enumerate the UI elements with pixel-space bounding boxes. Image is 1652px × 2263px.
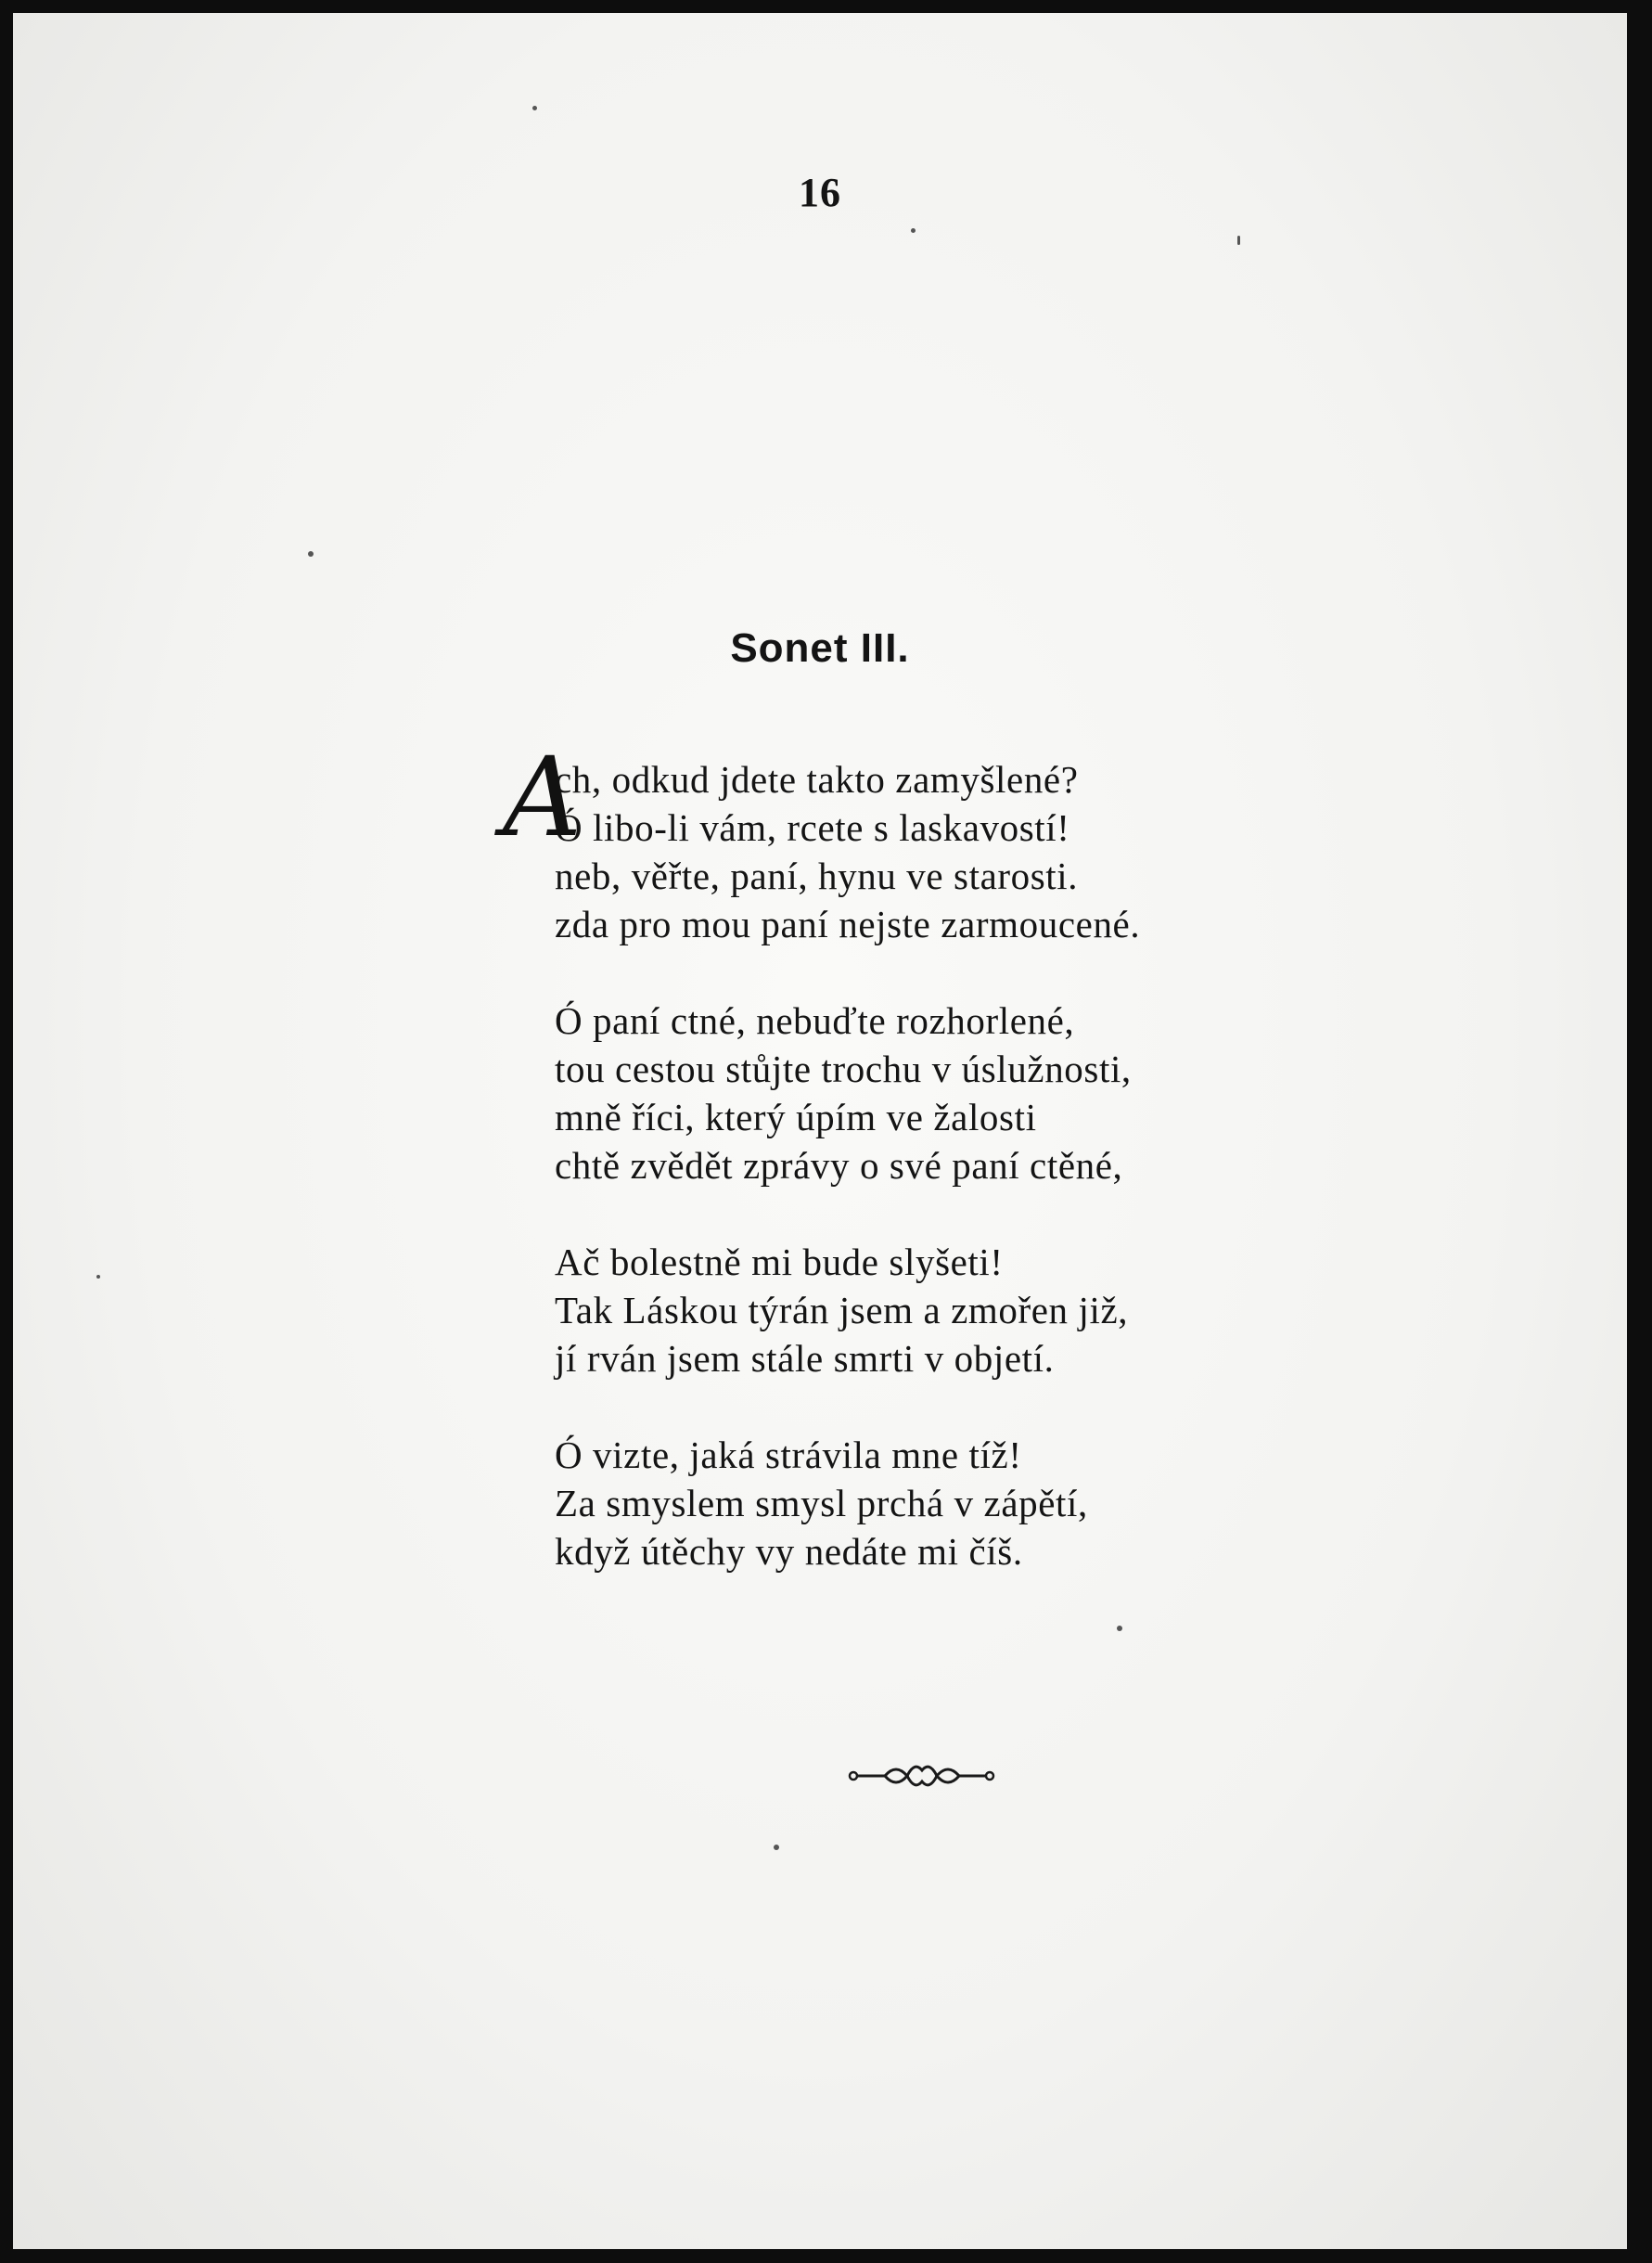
poem-line: Ó vizte, jaká strávila mne tíž!	[555, 1434, 1022, 1476]
stanza	[555, 1431, 1482, 1575]
dust-speck	[308, 551, 314, 557]
dust-speck	[1117, 1626, 1122, 1631]
stanza	[555, 755, 1482, 948]
page-number: 16	[799, 170, 841, 215]
dust-speck	[911, 228, 916, 233]
stanza	[555, 996, 1482, 1189]
poem-line: mně říci, který úpím ve žalosti	[555, 1096, 1037, 1138]
poem-line: zda pro mou paní nejste zarmoucené.	[555, 903, 1141, 945]
poem-line: Ó libo-li vám, rcete s laskavostí!	[555, 806, 1070, 849]
dust-speck	[532, 106, 537, 110]
drop-cap: A	[503, 733, 583, 861]
dust-speck	[774, 1845, 779, 1850]
poem-line: ch, odkud jdete takto zamyšlené?	[555, 758, 1079, 801]
dust-speck	[1237, 236, 1240, 245]
poem-line: chtě zvědět zprávy o své paní ctěné,	[555, 1144, 1123, 1187]
poem-line: tou cestou stůjte trochu v úslužnosti,	[555, 1048, 1132, 1090]
poem-line: Ač bolestně mi bude slyšeti!	[555, 1241, 1004, 1283]
poem-line: Tak Láskou týrán jsem a zmořen již,	[555, 1289, 1129, 1331]
poem-title: Sonet III.	[730, 625, 910, 671]
poem-line: když útěchy vy nedáte mi číš.	[555, 1530, 1023, 1573]
poem-line: Za smyslem smysl prchá v zápětí,	[555, 1482, 1088, 1524]
poem-body	[503, 733, 1482, 1624]
stanza	[555, 1238, 1482, 1382]
poem-line: Ó paní ctné, nebuďte rozhorlené,	[555, 999, 1075, 1042]
floral-ornament-icon	[848, 1757, 996, 1794]
dust-speck	[96, 1275, 100, 1279]
poem-line: neb, věřte, paní, hynu ve starosti.	[555, 855, 1079, 897]
poem-line: jí rván jsem stále smrti v objetí.	[555, 1337, 1055, 1380]
book-page	[13, 13, 1627, 2249]
